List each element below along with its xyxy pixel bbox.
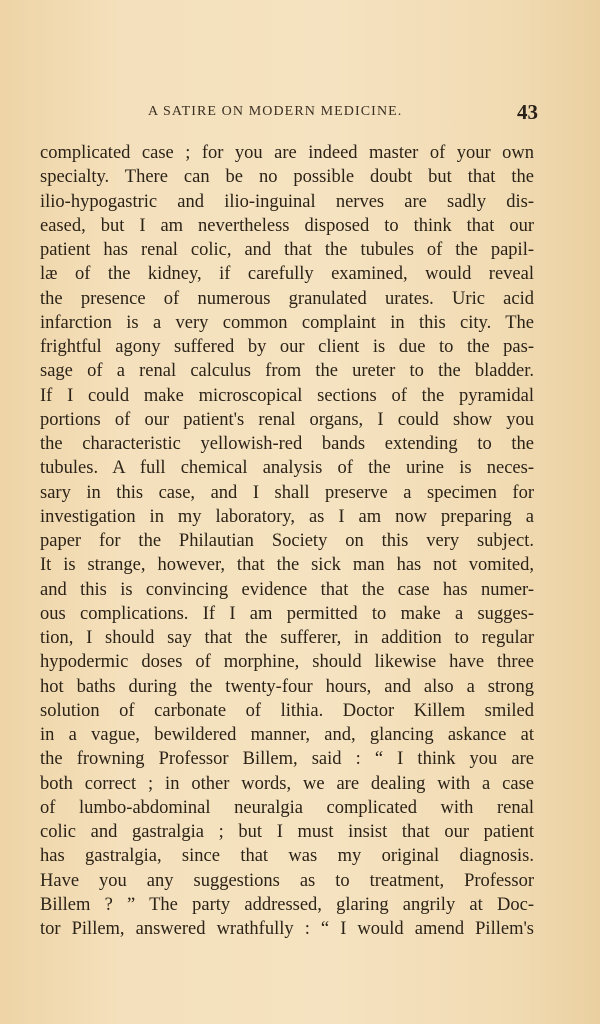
text-line: frightful agony suffered by our client is due to the pas-: [40, 337, 534, 357]
text-line: tor Pillem, answered wrathfully : “ I would amend Pillem's: [40, 919, 534, 939]
text-line: hot baths during the twenty-four hours, and also a strong: [40, 676, 534, 697]
running-head: [40, 100, 538, 126]
text-line: tion, I should say that the sufferer, in addition to regular: [40, 628, 534, 648]
running-title: A SATIRE ON MODERN MEDICINE.: [148, 104, 403, 119]
text-line: in a vague, bewildered manner, and, glancing askance at: [40, 725, 534, 745]
text-line: Billem ? ” The party addressed, glaring angrily at Doc-: [40, 894, 534, 915]
text-line: infarction is a very common complaint in this city. The: [40, 312, 534, 333]
text-line: ous complications. If I am permitted to make a sugges-: [40, 603, 534, 624]
text-line: eased, but I am nevertheless disposed to think that our: [40, 215, 534, 236]
text-line: tubules. A full chemical analysis of the urine is neces-: [40, 458, 534, 479]
page-number: 43: [517, 100, 538, 124]
text-line: Have you any suggestions as to treatment, Professor: [40, 870, 534, 891]
text-line: the frowning Professor Billem, said : “ I think you are: [40, 749, 534, 770]
text-line: and this is convincing evidence that the case has numer-: [40, 579, 534, 600]
text-line: of lumbo-abdominal neuralgia complicated with renal: [40, 797, 534, 818]
text-line: complicated case ; for you are indeed master of your own: [40, 143, 534, 163]
text-line: the presence of numerous granulated urates. Uric acid: [40, 288, 534, 309]
text-line: sary in this case, and I shall preserve a specimen for: [40, 482, 534, 503]
text-line: paper for the Philautian Society on this very subject.: [40, 531, 534, 551]
text-line: læ of the kidney, if carefully examined, would reveal: [40, 264, 534, 285]
text-line: If I could make microscopical sections of the pyramidal: [40, 385, 534, 406]
text-line: has gastralgia, since that was my original diagnosis.: [40, 846, 534, 867]
text-line: portions of our patient's renal organs, I could show you: [40, 409, 534, 430]
text-line: investigation in my laboratory, as I am now preparing a: [40, 506, 534, 527]
text-line: specialty. There can be no possible doubt but that the: [40, 167, 534, 188]
text-line: ilio-hypogastric and ilio-inguinal nerves are sadly dis-: [40, 191, 534, 212]
text-line: patient has renal colic, and that the tubules of the papil-: [40, 240, 534, 260]
text-line: the characteristic yellowish-red bands extending to the: [40, 434, 534, 454]
text-line: It is strange, however, that the sick man has not vomited,: [40, 555, 534, 576]
text-line: colic and gastralgia ; but I must insist that our patient: [40, 822, 534, 842]
text-line: solution of carbonate of lithia. Doctor Killem smiled: [40, 700, 534, 721]
text-line: sage of a renal calculus from the ureter to the bladder.: [40, 361, 534, 382]
text-line: both correct ; in other words, we are dealing with a case: [40, 773, 534, 794]
body-text: [40, 141, 534, 941]
text-line: hypodermic doses of morphine, should likewise have three: [40, 652, 534, 673]
